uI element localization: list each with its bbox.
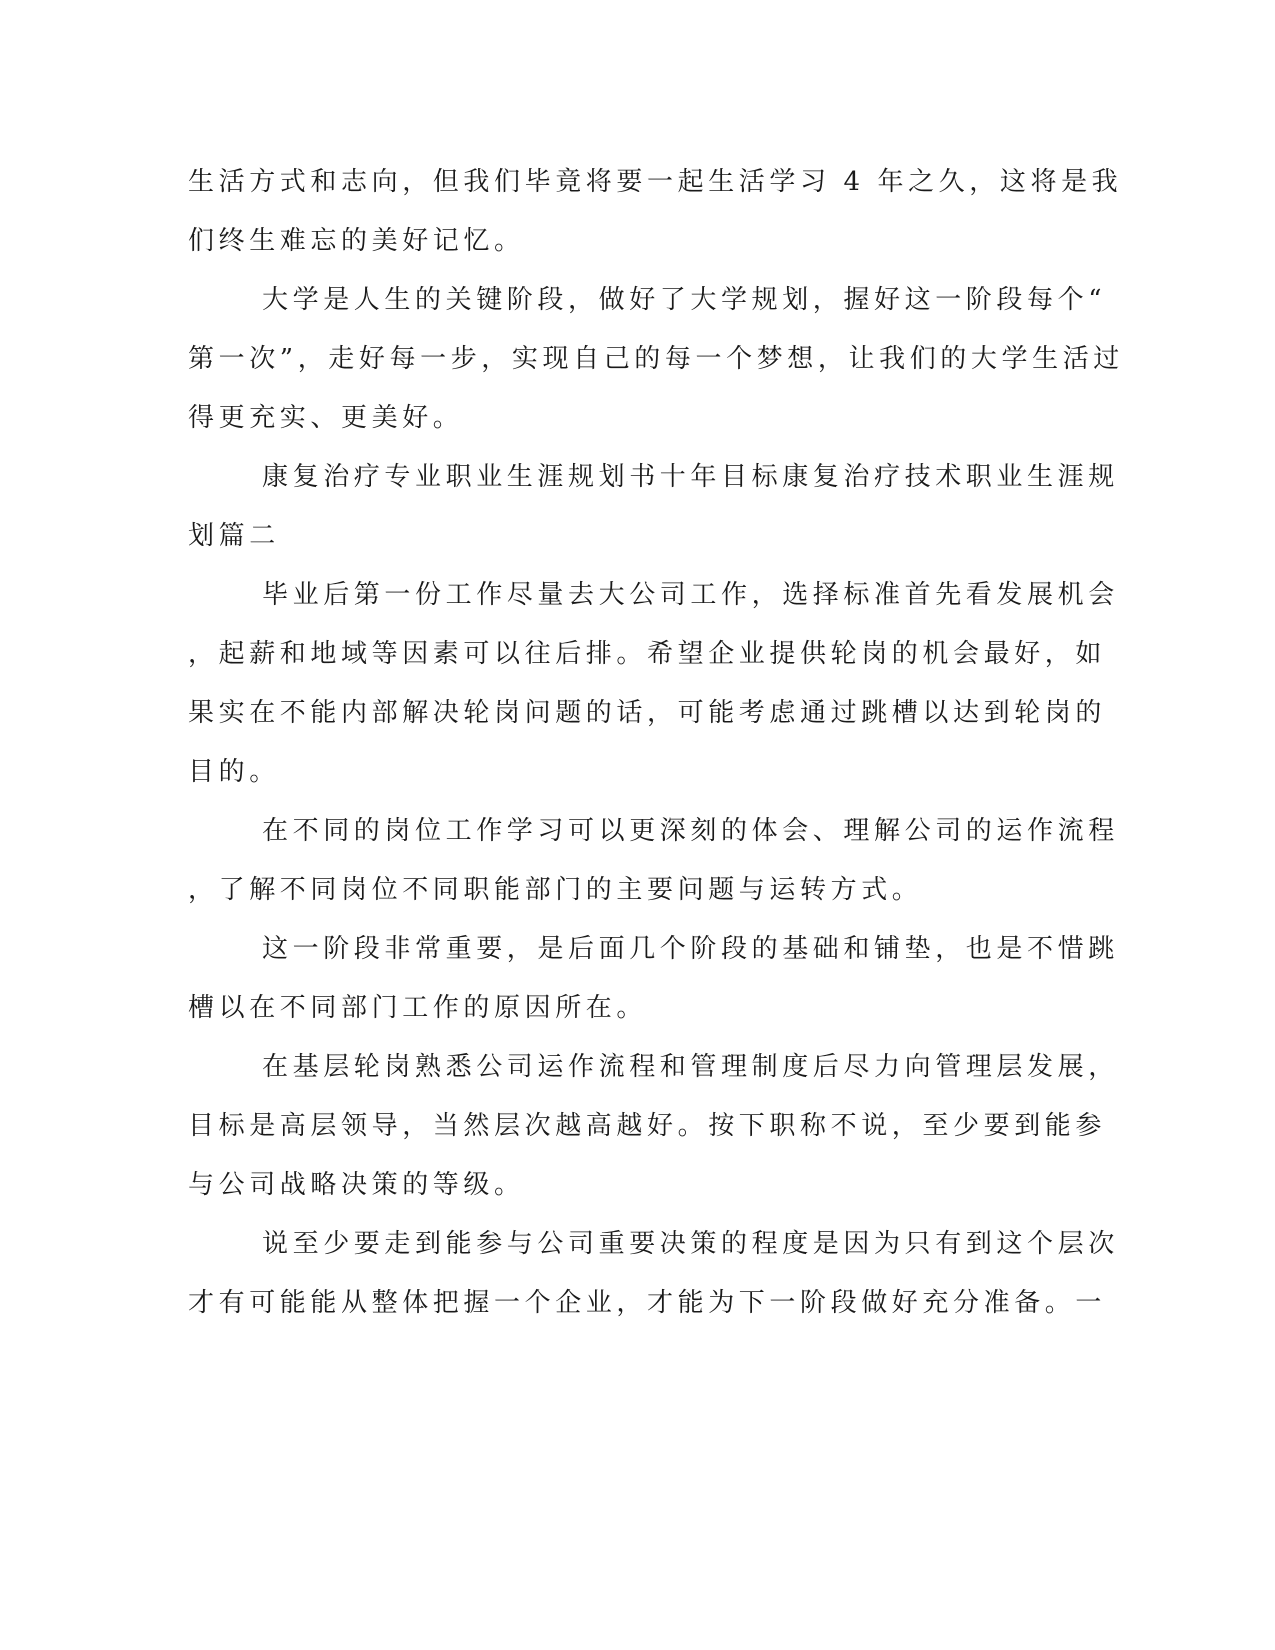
text-line: 目标是高层领导，当然层次越高越好。按下职称不说，至少要到能参 bbox=[188, 1111, 1107, 1141]
text-line: ，起薪和地域等因素可以往后排。希望企业提供轮岗的机会最好，如 bbox=[188, 639, 1107, 669]
paragraph-first-line: 说至少要走到能参与公司重要决策的程度是因为只有到这个层次 bbox=[262, 1229, 1119, 1259]
text-line: ，了解不同岗位不同职能部门的主要问题与运转方式。 bbox=[188, 875, 923, 905]
text-line: 生活方式和志向，但我们毕竟将要一起生活学习 4 年之久，这将是我 bbox=[188, 167, 1123, 197]
section-heading: 康复治疗专业职业生涯规划书十年目标康复治疗技术职业生涯规 bbox=[262, 462, 1119, 492]
paragraph-first-line: 这一阶段非常重要，是后面几个阶段的基础和铺垫，也是不惜跳 bbox=[262, 934, 1119, 964]
text-line: 目的。 bbox=[188, 757, 280, 787]
text-line: 得更充实、更美好。 bbox=[188, 403, 464, 433]
section-heading-cont: 划篇二 bbox=[188, 521, 280, 551]
paragraph-first-line: 大学是人生的关键阶段，做好了大学规划，握好这一阶段每个“ bbox=[262, 285, 1107, 315]
text-line: 们终生难忘的美好记忆。 bbox=[188, 226, 525, 256]
text-line: 与公司战略决策的等级。 bbox=[188, 1170, 525, 1200]
text-line: 果实在不能内部解决轮岗问题的话，可能考虑通过跳槽以达到轮岗的 bbox=[188, 698, 1107, 728]
paragraph-first-line: 在不同的岗位工作学习可以更深刻的体会、理解公司的运作流程 bbox=[262, 816, 1119, 846]
paragraph-first-line: 毕业后第一份工作尽量去大公司工作，选择标准首先看发展机会 bbox=[262, 580, 1119, 610]
text-line: 才有可能能从整体把握一个企业，才能为下一阶段做好充分准备。一 bbox=[188, 1288, 1107, 1318]
paragraph-first-line: 在基层轮岗熟悉公司运作流程和管理制度后尽力向管理层发展， bbox=[262, 1052, 1119, 1082]
text-line: 槽以在不同部门工作的原因所在。 bbox=[188, 993, 648, 1023]
text-line: 第一次”，走好每一步，实现自己的每一个梦想，让我们的大学生活过 bbox=[188, 344, 1124, 374]
